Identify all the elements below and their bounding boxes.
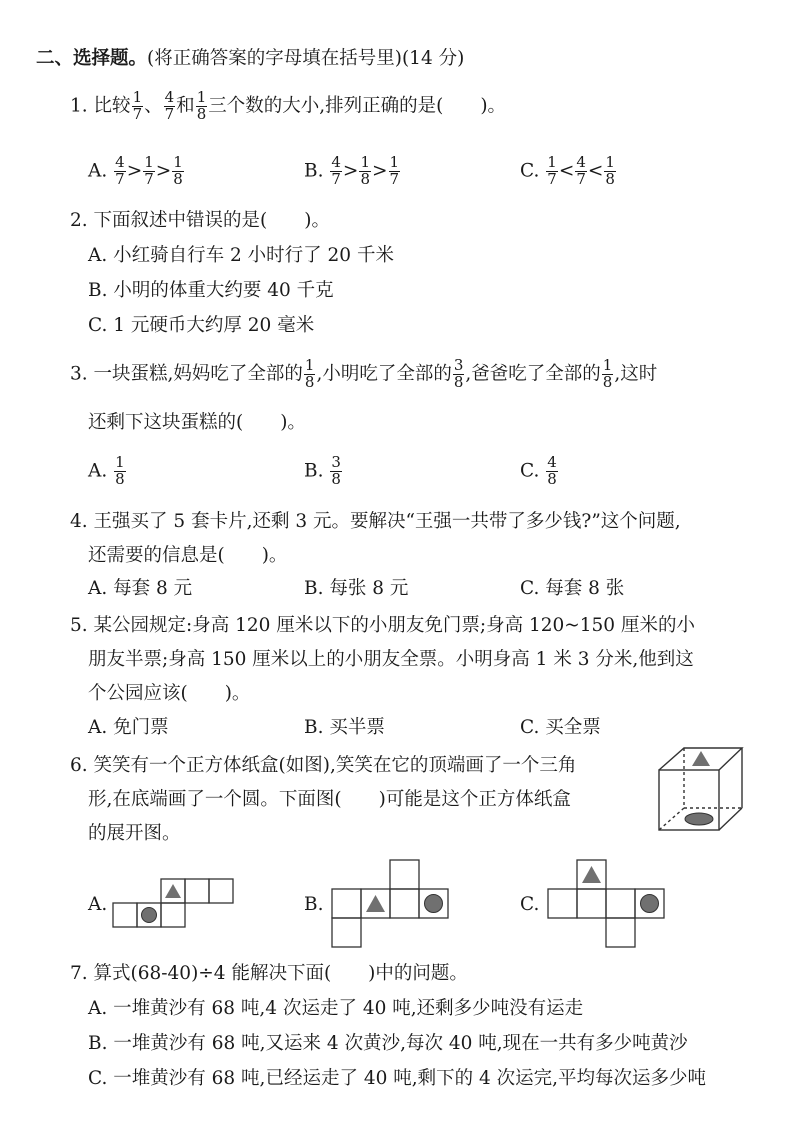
q2-option-b[interactable]: B. 小明的体重大约要 40 千克 — [88, 280, 334, 301]
circle-icon — [142, 908, 157, 923]
q3-fraction-1: $\frac{1}{8}$ — [304, 356, 315, 391]
q1-number: 1. — [70, 95, 88, 117]
q4-option-c[interactable]: C. 每套 8 张 — [520, 578, 625, 599]
q6-stem-line2: 形,在底端画了一个圆。下面图( )可能是这个正方体纸盒 — [88, 789, 571, 810]
q7-option-b[interactable]: B. 一堆黄沙有 68 吨,又运来 4 次黄沙,每次 40 吨,现在一共有多少吨黄沙 — [88, 1033, 688, 1054]
q6-option-b[interactable]: B. — [304, 894, 324, 915]
net-c-figure — [546, 858, 668, 948]
q1-prefix: 比较 — [93, 95, 131, 117]
net-a-figure — [112, 877, 236, 929]
q7-option-a[interactable]: A. 一堆黄沙有 68 吨,4 次运走了 40 吨,还剩多少吨没有运走 — [88, 998, 584, 1019]
q5-option-c[interactable]: C. 买全票 — [520, 717, 601, 738]
q5-option-a[interactable]: A. 免门票 — [88, 717, 169, 738]
q1-suffix: 三个数的大小,排列正确的是( )。 — [208, 95, 507, 117]
circle-icon — [685, 813, 713, 825]
q3-fraction-3: $\frac{1}{8}$ — [602, 356, 613, 391]
q3-option-b[interactable]: B. $\frac{3}{8}$ — [304, 453, 341, 488]
q5-stem-line1: 5. 某公园规定:身高 120 厘米以下的小朋友免门票;身高 120~150 厘米的小 — [70, 615, 695, 636]
q3-option-c[interactable]: C. $\frac{4}{8}$ — [520, 453, 557, 488]
q2-option-a[interactable]: A. 小红骑自行车 2 小时行了 20 千米 — [88, 245, 394, 266]
triangle-icon — [582, 866, 601, 883]
q6-option-a[interactable]: A. — [88, 894, 108, 915]
q6-stem-line3: 的展开图。 — [88, 823, 181, 844]
triangle-icon — [165, 884, 181, 898]
q5-option-b[interactable]: B. 买半票 — [304, 717, 385, 738]
q3-option-a[interactable]: A. $\frac{1}{8}$ — [88, 453, 125, 488]
q6-stem-line1: 6. 笑笑有一个正方体纸盒(如图),笑笑在它的顶端画了一个三角 — [70, 755, 577, 776]
q4-stem-line1: 4. 王强买了 5 套卡片,还剩 3 元。要解决“王强一共带了多少钱?”这个问题, — [70, 511, 681, 532]
q1-sep1: 、 — [144, 95, 163, 117]
q1-fraction-2: $\frac{4}{7}$ — [164, 88, 175, 123]
triangle-icon — [692, 751, 710, 766]
section-title: 二、选择题。 — [36, 48, 148, 69]
q3-stem: 3. 一块蛋糕,妈妈吃了全部的 $\frac{1}{8}$ ,小明吃了全部的 $\frac{3}{8}$ ,爸爸吃了全部的 $\frac{1}{8}$ ,这时 — [70, 356, 658, 391]
q3-fraction-2: $\frac{3}{8}$ — [453, 356, 464, 391]
q4-stem-line2: 还需要的信息是( )。 — [88, 545, 288, 566]
q1-option-b[interactable]: B. $\frac{4}{7}$ > $\frac{1}{8}$ > $\frac{1}{7}$ — [304, 153, 400, 188]
q7-stem: 7. 算式(68-40)÷4 能解决下面( )中的问题。 — [70, 963, 468, 984]
q1-stem — [70, 90, 506, 123]
q5-stem-line2: 朋友半票;身高 150 厘米以上的小朋友全票。小明身高 1 米 3 分米,他到这 — [88, 649, 694, 670]
section-heading — [36, 50, 464, 69]
net-b-figure — [330, 858, 452, 948]
q1-option-a[interactable]: A. $\frac{4}{7}$ > $\frac{1}{7}$ > $\frac{1}{8}$ — [88, 153, 183, 188]
q1-sep2: 和 — [176, 95, 195, 117]
q3-stem-line2: 还剩下这块蛋糕的( )。 — [88, 412, 306, 433]
section-note: (将正确答案的字母填在括号里)(14 分) — [147, 48, 465, 69]
q1-fraction-3: $\frac{1}{8}$ — [196, 88, 207, 123]
triangle-icon — [366, 895, 385, 912]
q2-stem: 2. 下面叙述中错误的是( )。 — [70, 210, 330, 231]
q6-option-c[interactable]: C. — [520, 894, 540, 915]
q1-option-c[interactable]: C. $\frac{1}{7}$ < $\frac{4}{7}$ < $\frac{1}{8}$ — [520, 153, 615, 188]
q4-option-b[interactable]: B. 每张 8 元 — [304, 578, 409, 599]
circle-icon — [641, 895, 659, 913]
cube-figure — [656, 745, 746, 835]
q7-option-c[interactable]: C. 一堆黄沙有 68 吨,已经运走了 40 吨,剩下的 4 次运完,平均每次运多少吨 — [88, 1068, 707, 1089]
q5-stem-line3: 个公园应该( )。 — [88, 683, 251, 704]
q1-fraction-1: $\frac{1}{7}$ — [132, 88, 143, 123]
q4-option-a[interactable]: A. 每套 8 元 — [88, 578, 193, 599]
circle-icon — [425, 895, 443, 913]
q2-option-c[interactable]: C. 1 元硬币大约厚 20 毫米 — [88, 315, 315, 336]
